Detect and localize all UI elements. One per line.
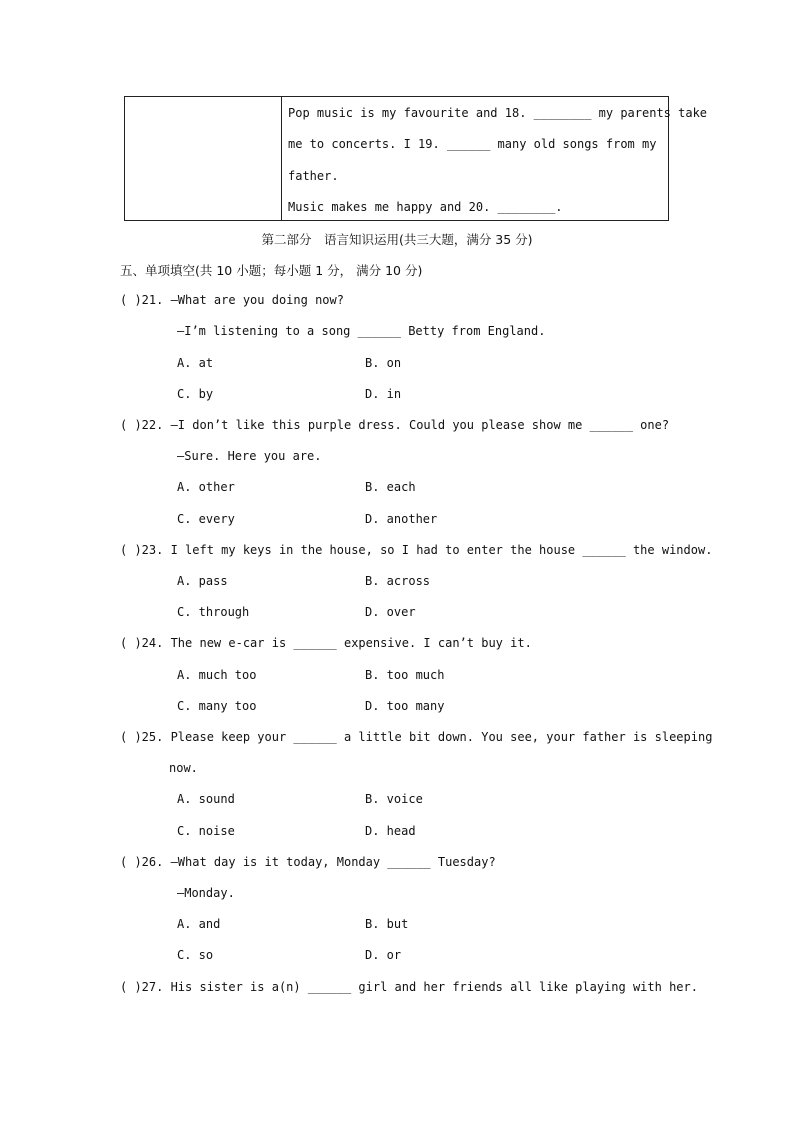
table-line-2: me to concerts. I 19. ______ many old songs from my — [288, 137, 657, 151]
part-heading: 第二部分 语言知识运用(共三大题，满分 35 分) — [261, 232, 533, 247]
table-line-4: Music makes me happy and 20. ________. — [288, 200, 563, 214]
option-d: D. too many — [365, 699, 445, 713]
option-b: B. on — [365, 356, 402, 370]
question-stem: ( )23. I left my keys in the house, so I had to enter the house ______ the window. — [120, 543, 713, 557]
question-stem: ( )25. Please keep your ______ a little bit down. You see, your father is sleeping — [120, 730, 713, 744]
option-b: B. voice — [365, 792, 423, 806]
option-d: D. head — [365, 824, 416, 838]
option-b: B. too much — [365, 668, 445, 682]
option-d: D. another — [365, 512, 438, 526]
question-stem-continued: —I’m listening to a song ______ Betty from England. — [177, 324, 546, 338]
option-c: C. noise — [177, 824, 235, 838]
option-c: C. through — [177, 605, 250, 619]
option-b: B. each — [365, 480, 416, 494]
option-a: A. much too — [177, 668, 257, 682]
question-stem: ( )27. His sister is a(n) ______ girl and her friends all like playing with her. — [120, 980, 698, 994]
option-b: B. across — [365, 574, 431, 588]
option-d: D. over — [365, 605, 416, 619]
question-stem: ( )22. —I don’t like this purple dress. Could you please show me ______ one? — [120, 418, 670, 432]
option-b: B. but — [365, 917, 409, 931]
question-stem: ( )26. —What day is it today, Monday ______ Tuesday? — [120, 855, 496, 869]
question-stem: ( )24. The new e-car is ______ expensive. I can’t buy it. — [120, 636, 532, 650]
option-c: C. every — [177, 512, 235, 526]
section-heading: 五、单项填空(共 10 小题；每小题 1 分， 满分 10 分) — [120, 263, 423, 278]
option-c: C. by — [177, 387, 214, 401]
option-c: C. so — [177, 948, 214, 962]
question-stem: ( )21. —What are you doing now? — [120, 293, 344, 307]
table-right-cell — [282, 97, 708, 220]
option-a: A. and — [177, 917, 221, 931]
option-d: D. in — [365, 387, 402, 401]
table-line-1: Pop music is my favourite and 18. ________ my parents take — [288, 106, 708, 120]
option-a: A. other — [177, 480, 235, 494]
option-a: A. at — [177, 356, 214, 370]
passage-table — [124, 96, 708, 221]
table-line-3: father. — [288, 169, 339, 183]
option-c: C. many too — [177, 699, 257, 713]
table-left-cell — [125, 97, 282, 220]
option-a: A. pass — [177, 574, 228, 588]
question-stem-continued: now. — [169, 761, 198, 775]
question-stem-continued: —Monday. — [177, 886, 235, 900]
option-d: D. or — [365, 948, 402, 962]
question-stem-continued: —Sure. Here you are. — [177, 449, 322, 463]
option-a: A. sound — [177, 792, 235, 806]
